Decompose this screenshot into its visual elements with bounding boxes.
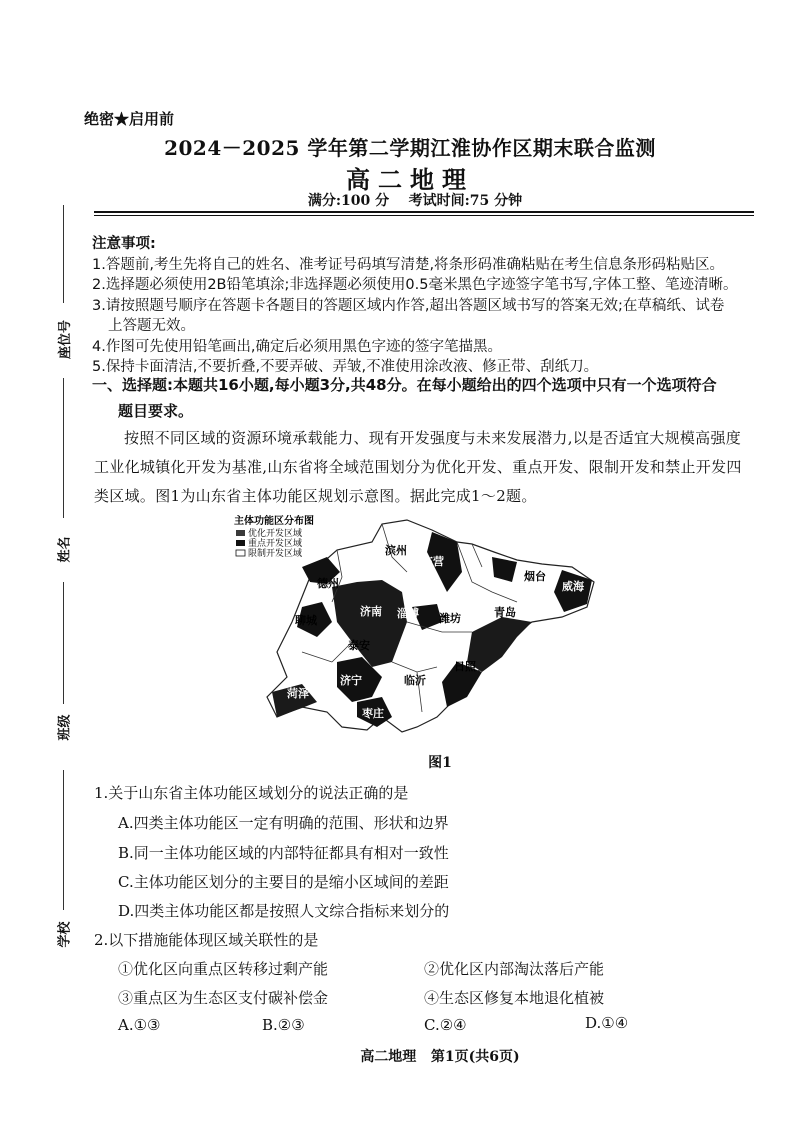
exam-title: 2024－2025 学年第二学期江淮协作区期末联合监测 (164, 136, 656, 160)
note-line: 1.答题前,考生先将自己的姓名、准考证号码填写清楚,将条形码准确粘贴在考生信息条形码粘贴区。 (92, 256, 725, 273)
city-zibo: 淄博 (397, 607, 419, 620)
side-label-class: 班级 (57, 714, 73, 741)
legend-swatch-key (236, 540, 245, 546)
city-heze: 菏泽 (287, 687, 309, 700)
city-liaocheng: 聊城 (295, 614, 317, 627)
question-2-item-2: ②优化区内部淘汰落后产能 (424, 960, 605, 978)
city-dezhou: 德州 (317, 577, 339, 590)
note-line: 4.作图可先使用铅笔画出,确定后必须用黑色字迹的签字笔描黑。 (92, 338, 502, 355)
question-1-stem: 1.关于山东省主体功能区域划分的说法正确的是 (94, 784, 409, 802)
question-2-option-a: A.①③ (118, 1016, 161, 1034)
exam-meta: 满分:100 分 考试时间:75 分钟 (307, 193, 523, 209)
side-label-name: 姓名 (57, 536, 73, 563)
question-2-option-d: D.①④ (585, 1014, 629, 1032)
notes-block (92, 234, 762, 378)
note-line: 上答题无效。 (108, 318, 195, 334)
city-jinan: 济南 (360, 605, 382, 618)
passage-line: 按照不同区域的资源环境承载能力、现有开发强度与未来发展潜力,以是否适宜大规模高强度 (124, 429, 742, 447)
header-rule-thin (94, 215, 754, 216)
city-zaozhuang: 枣庄 (362, 707, 384, 720)
city-dongying: 东营 (422, 555, 444, 568)
shandong-function-zone-map (232, 512, 602, 747)
passage (94, 424, 770, 511)
question-2-option-b: B.②③ (262, 1016, 305, 1034)
city-weihai: 威海 (562, 580, 584, 593)
city-taian: 泰安 (348, 639, 370, 652)
note-line: 3.请按照题号顺序在答题卡各题目的答题区域内作答,超出答题区域书写的答案无效;在草稿纸、试卷 (92, 297, 725, 314)
binding-line-3 (63, 582, 64, 704)
city-linyi: 临沂 (404, 674, 426, 687)
question-2-stem: 2.以下措施能体现区域关联性的是 (94, 931, 319, 949)
section-heading (92, 372, 762, 424)
map-title: 主体功能区分布图 (234, 516, 314, 527)
binding-line-1 (63, 205, 64, 303)
legend-key: 重点开发区域 (248, 539, 303, 549)
section-line: 题目要求。 (118, 402, 194, 420)
question-2-item-4: ④生态区修复本地退化植被 (424, 989, 605, 1007)
binding-line-4 (63, 770, 64, 910)
city-weifang: 潍坊 (439, 612, 461, 625)
legend-optimize: 优化开发区域 (248, 529, 303, 539)
figure-caption: 图1 (428, 755, 452, 771)
note-line: 5.保持卡面清洁,不要折叠,不要弄破、弄皱,不准使用涂改液、修正带、刮纸刀。 (92, 359, 599, 375)
question-2-option-c: C.②④ (424, 1016, 467, 1034)
legend-swatch-optimize (236, 530, 245, 536)
city-qingdao: 青岛 (494, 606, 516, 619)
legend-swatch-restrict (236, 550, 245, 556)
question-2-item-1: ①优化区向重点区转移过剩产能 (118, 960, 329, 978)
side-label-seat: 座位号 (58, 319, 74, 360)
confidential-mark: 绝密★启用前 (84, 110, 175, 128)
page-footer: 高二地理 第1页(共6页) (360, 1049, 520, 1065)
city-jining: 济宁 (340, 674, 362, 687)
passage-line: 工业化城镇化开发为基准,山东省将全域范围划分为优化开发、重点开发、限制开发和禁止开发四 (94, 458, 742, 476)
note-line: 2.选择题必须使用2B铅笔填涂;非选择题必须使用0.5毫米黑色字迹签字笔书写,字体工整、笔迹清晰。 (92, 277, 738, 293)
subject-title: 高二地理 (346, 165, 474, 194)
question-1-option-c: C.主体功能区划分的主要目的是缩小区域间的差距 (118, 873, 449, 891)
question-2-item-3: ③重点区为生态区支付碳补偿金 (118, 989, 329, 1007)
header-rule (94, 211, 754, 213)
question-1-option-d: D.四类主体功能区都是按照人文综合指标来划分的 (118, 902, 450, 920)
question-1-option-a: A.四类主体功能区一定有明确的范围、形状和边界 (118, 814, 449, 832)
city-binzhou: 滨州 (385, 544, 407, 557)
city-rizhao: 日照 (454, 660, 476, 673)
city-yantai: 烟台 (524, 570, 546, 583)
side-label-school: 学校 (57, 921, 73, 948)
question-1-option-b: B.同一主体功能区域的内部特征都具有相对一致性 (118, 844, 449, 862)
section-line: 一、选择题:本题共16小题,每小题3分,共48分。在每小题给出的四个选项中只有一个选项符合 (92, 376, 717, 394)
passage-line: 类区域。图1为山东省主体功能区规划示意图。据此完成1～2题。 (94, 487, 537, 505)
legend-restrict: 限制开发区域 (248, 549, 303, 559)
notes-heading: 注意事项: (92, 236, 156, 252)
binding-line-2 (63, 378, 64, 518)
